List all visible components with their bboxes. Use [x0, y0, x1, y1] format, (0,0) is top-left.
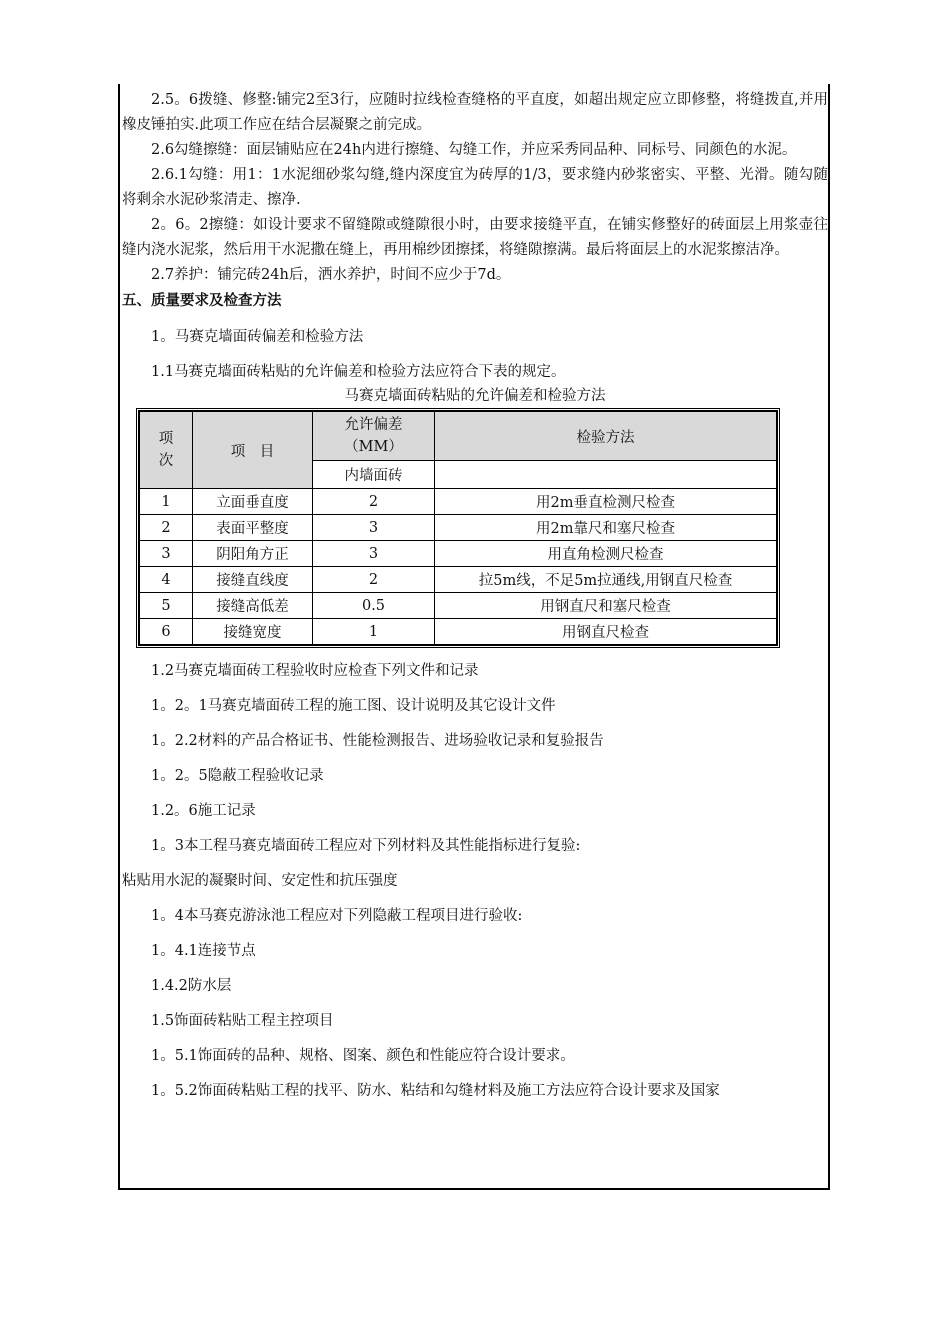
- table-cell: 表面平整度: [193, 515, 313, 541]
- table-cell: 3: [313, 515, 435, 541]
- list-item: 1。4.1连接节点: [151, 943, 256, 959]
- list-item: 1。2。1马赛克墙面砖工程的施工图、设计说明及其它设计文件: [151, 698, 556, 714]
- tolerance-table: [136, 408, 780, 648]
- table-cell: 拉5m线，不足5m拉通线,用钢直尺检查: [435, 567, 777, 593]
- table-header-tolerance: 允许偏差（MM）: [313, 412, 435, 461]
- table-cell: 5: [140, 593, 193, 619]
- table-cell-empty: [435, 461, 777, 489]
- table-row: [140, 515, 777, 541]
- table-cell: 接缝宽度: [193, 619, 313, 645]
- section-heading: 五、质量要求及检查方法: [122, 293, 282, 309]
- list-item: 1。马赛克墙面砖偏差和检验方法: [151, 329, 364, 345]
- table-cell: 2: [313, 567, 435, 593]
- list-item: 1。4本马赛克游泳池工程应对下列隐蔽工程项目进行验收:: [151, 908, 523, 924]
- list-item: 1。2。5隐蔽工程验收记录: [151, 768, 324, 784]
- table-caption: 马赛克墙面砖粘贴的允许偏差和检验方法: [344, 388, 606, 404]
- table-row: [140, 541, 777, 567]
- table-subheader: 内墙面砖: [313, 461, 435, 489]
- paragraph: 2.6勾缝擦缝：面层铺贴应在24h内进行擦缝、勾缝工作，并应采秀同品种、同标号、同颜色的水泥。: [151, 142, 797, 158]
- list-item: 1.2。6施工记录: [151, 803, 256, 819]
- table-header-item: 项 目: [193, 412, 313, 489]
- table-cell: 用钢直尺检查: [435, 619, 777, 645]
- table-cell: 用2m靠尺和塞尺检查: [435, 515, 777, 541]
- list-item: 1。5.2饰面砖粘贴工程的找平、防水、粘结和勾缝材料及施工方法应符合设计要求及国家: [151, 1083, 720, 1099]
- table-row: [140, 593, 777, 619]
- table-cell: 6: [140, 619, 193, 645]
- inspection-list: [122, 659, 828, 1103]
- list-item: 1。5.1饰面砖的品种、规格、图案、颜色和性能应符合设计要求。: [151, 1048, 575, 1064]
- paragraph: 2.5。6拨缝、修整:铺完2至3行，应随时拉线检查缝格的平直度，如超出规定应立即修整，将缝拨直,并用橡皮锤拍实.此项工作应在结合层凝聚之前完成。: [122, 92, 828, 133]
- table-cell: 0.5: [313, 593, 435, 619]
- list-item: 1.1马赛克墙面砖粘贴的允许偏差和检验方法应符合下表的规定。: [151, 364, 566, 380]
- paragraph: 2.7养护：铺完砖24h后，洒水养护，时间不应少于7d。: [151, 267, 511, 283]
- list-item: 1.5饰面砖粘贴工程主控项目: [151, 1013, 334, 1029]
- table-cell: 3: [313, 541, 435, 567]
- list-item: 1。3本工程马赛克墙面砖工程应对下列材料及其性能指标进行复验:: [151, 838, 581, 854]
- table-cell: 立面垂直度: [193, 489, 313, 515]
- table-cell: 阴阳角方正: [193, 541, 313, 567]
- table-cell: 用钢直尺和塞尺检查: [435, 593, 777, 619]
- list-item: 1.2马赛克墙面砖工程验收时应检查下列文件和记录: [151, 663, 479, 679]
- table-cell: 接缝直线度: [193, 567, 313, 593]
- paragraph: 2.6.1勾缝：用1：1水泥细砂浆勾缝,缝内深度宜为砖厚的1/3，要求缝内砂浆密实、平整、光滑。随勾随将剩余水泥砂浆清走、擦净.: [122, 167, 828, 208]
- table-row: [140, 489, 777, 515]
- list-item: 1.4.2防水层: [151, 978, 232, 994]
- table-cell: 2: [140, 515, 193, 541]
- paragraph: 2。6。2擦缝：如设计要求不留缝隙或缝隙很小时，由要求接缝平直，在铺实修整好的砖面层上用浆壶往缝内浇水泥浆，然后用干水泥撒在缝上，再用棉纱团擦揉，将缝隙擦满。最后将面层上的水泥浆擦洁净。: [122, 217, 828, 258]
- table-cell: 1: [140, 489, 193, 515]
- table-cell: 1: [313, 619, 435, 645]
- table-header-no: 项次: [140, 412, 193, 489]
- table-header-method: 检验方法: [435, 412, 777, 461]
- table-cell: 2: [313, 489, 435, 515]
- table-row: [140, 567, 777, 593]
- document-content: [122, 88, 828, 1103]
- table-cell: 接缝高低差: [193, 593, 313, 619]
- table-cell: 4: [140, 567, 193, 593]
- list-item: 1。2.2材料的产品合格证书、性能检测报告、进场验收记录和复验报告: [151, 733, 604, 749]
- list-item: 粘贴用水泥的凝聚时间、安定性和抗压强度: [122, 873, 398, 889]
- table-row: [140, 619, 777, 645]
- table-cell: 3: [140, 541, 193, 567]
- table-cell: 用直角检测尺检查: [435, 541, 777, 567]
- table-cell: 用2m垂直检测尺检查: [435, 489, 777, 515]
